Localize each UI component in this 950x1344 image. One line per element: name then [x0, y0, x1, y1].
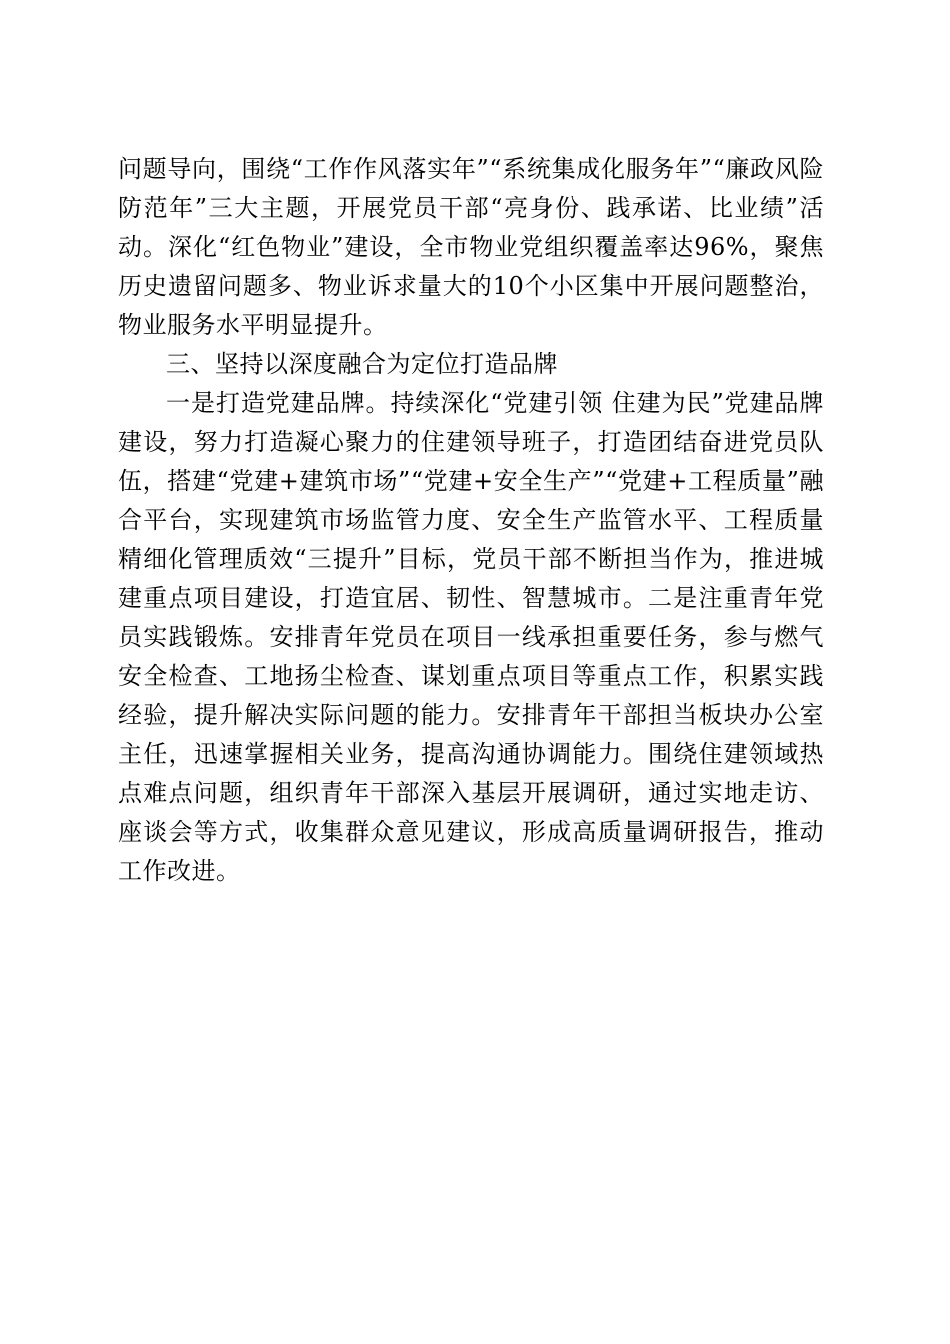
paragraph-continuation: 问题导向，围绕“工作作风落实年”“系统集成化服务年”“廉政风险防范年”三大主题，开展党员干部“亮身份、践承诺、比业绩”活动。深化“红色物业”建设，全市物业党组织覆盖率达96%，聚焦历史遗留问题多、物业诉求量大的10个小区集中开展问题整治，物业服务水平明显提升。 — [118, 155, 824, 339]
paragraph-body: 一是打造党建品牌。持续深化“党建引领 住建为民”党建品牌建设，努力打造凝心聚力的住建领导班子，打造团结奋进党员队伍，搭建“党建+建筑市场”“党建+安全生产”“党建+工程质量”融合平台，实现建筑市场监管力度、安全生产监管水平、工程质量精细化管理质效“三提升”目标，党员干部不断担当作为，推进城建重点项目建设，打造宜居、韧性、智慧城市。二是注重青年党员实践锻炼。安排青年党员在项目一线承担重要任务，参与燃气安全检查、工地扬尘检查、谋划重点项目等重点工作，积累实践经验，提升解决实际问题的能力。安排青年干部担当板块办公室主任，迅速掌握相关业务，提高沟通协调能力。围绕住建领域热点难点问题，组织青年干部深入基层开展调研，通过实地走访、座谈会等方式，收集群众意见建议，形成高质量调研报告，推动工作改进。 — [118, 389, 824, 885]
section-heading: 三、坚持以深度融合为定位打造品牌 — [166, 350, 558, 378]
document-body — [118, 150, 824, 891]
